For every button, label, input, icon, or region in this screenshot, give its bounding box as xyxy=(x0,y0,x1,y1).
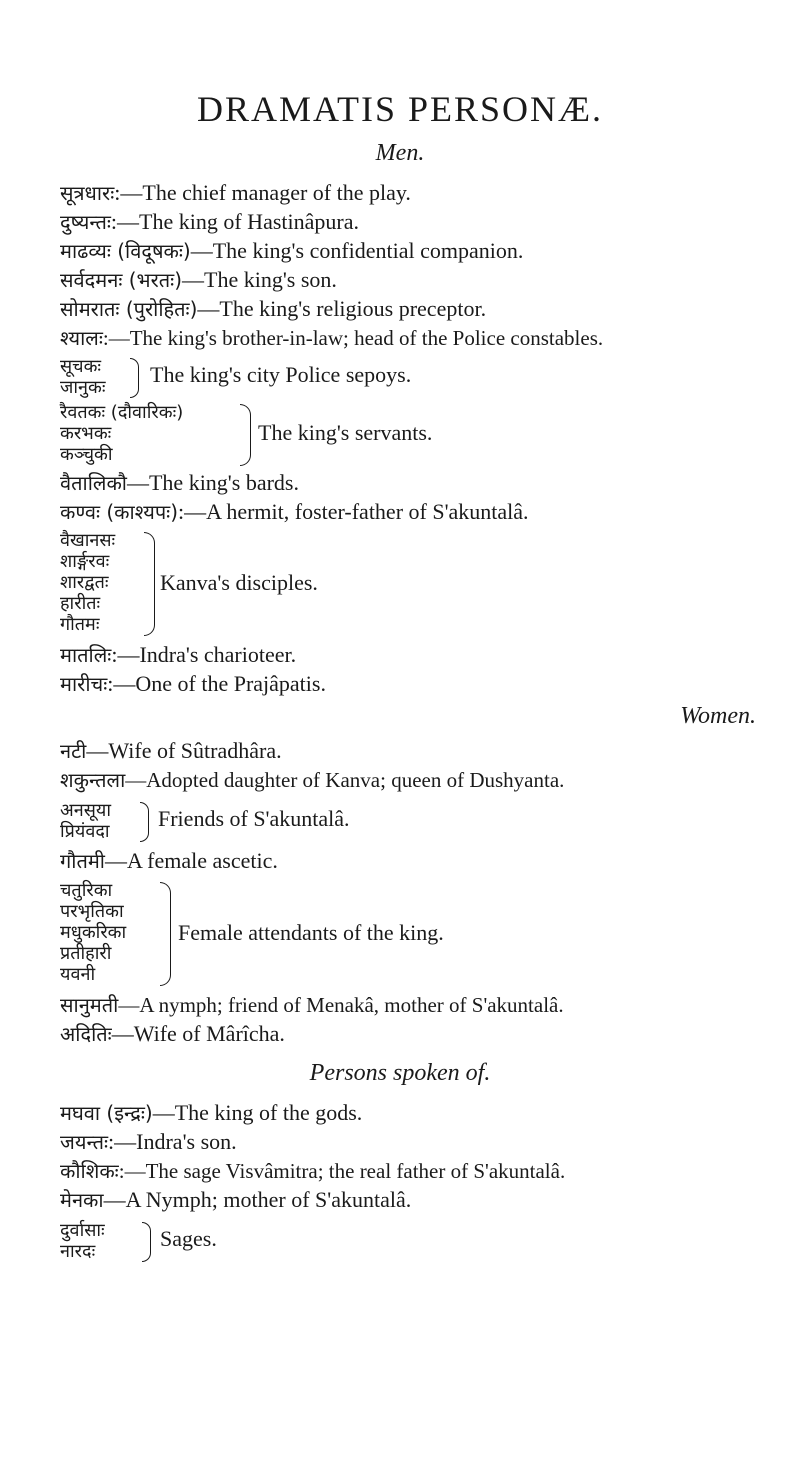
character-description: —Wife of Mârîcha. xyxy=(111,1021,285,1046)
character-entry xyxy=(60,470,299,496)
sanskrit-name: श्यालः xyxy=(60,326,103,350)
brace xyxy=(240,404,251,466)
brace xyxy=(140,802,149,842)
character-entry xyxy=(60,738,282,764)
group-member: सूचकः xyxy=(60,356,102,377)
character-description: —A nymph; friend of Menakâ, mother of S'akuntalâ. xyxy=(118,993,564,1017)
sanskrit-name: कण्वः (काश्यपः) xyxy=(60,500,179,524)
character-entry xyxy=(60,1187,411,1213)
character-description: :—Indra's charioteer. xyxy=(111,642,297,667)
group-member: करभकः xyxy=(60,423,112,444)
sanskrit-name: सूत्रधारः xyxy=(60,181,115,205)
group-member: प्रियंवदा xyxy=(60,821,110,842)
character-description: :—A hermit, foster-father of S'akuntalâ. xyxy=(178,499,529,524)
group-member: अनसूया xyxy=(60,800,112,821)
sanskrit-name: मारीचः xyxy=(60,672,108,696)
sanskrit-name: सोमरातः (पुरोहितः) xyxy=(60,297,198,321)
group-description: Kanva's disciples. xyxy=(160,570,318,595)
brace xyxy=(142,1222,151,1262)
group-member: दुर्वासाः xyxy=(60,1220,105,1241)
character-description: :—One of the Prajâpatis. xyxy=(107,671,326,696)
men-heading: Men. xyxy=(375,140,425,166)
sanskrit-name: मातलिः xyxy=(60,643,112,667)
character-entry xyxy=(60,499,529,525)
group-member: प्रतीहारी xyxy=(60,943,112,964)
character-entry xyxy=(60,767,564,793)
character-entry xyxy=(60,671,326,697)
sanskrit-name: जयन्तः xyxy=(60,1130,109,1154)
character-description: :—The king of Hastinâpura. xyxy=(110,209,359,234)
group-description: The king's city Police sepoys. xyxy=(150,362,412,387)
sanskrit-name: कौशिकः xyxy=(60,1159,119,1183)
sanskrit-name: अदितिः xyxy=(60,1022,112,1046)
character-entry xyxy=(60,848,278,874)
character-entry xyxy=(60,238,523,264)
character-entry xyxy=(60,1021,285,1047)
group-member: चतुरिका xyxy=(60,880,113,901)
group-member: जानुकः xyxy=(60,377,106,398)
character-entry xyxy=(60,992,564,1018)
character-description: —Wife of Sûtradhâra. xyxy=(86,738,282,763)
character-entry xyxy=(60,1100,362,1126)
character-description: —The king's religious preceptor. xyxy=(197,296,487,321)
character-description: —A female ascetic. xyxy=(104,848,278,873)
group-description: Female attendants of the king. xyxy=(178,920,444,945)
sanskrit-name: वैतालिकौ xyxy=(60,471,127,495)
brace xyxy=(130,358,139,398)
sanskrit-name: सर्वदमनः (भरतः) xyxy=(60,268,183,292)
sanskrit-name: सानुमती xyxy=(60,993,119,1017)
group-member: रैवतकः (दौवारिकः) xyxy=(60,402,184,423)
group-member: शार्ङ्गरवः xyxy=(60,551,110,572)
character-entry xyxy=(60,325,603,351)
character-description: :—Indra's son. xyxy=(108,1129,237,1154)
character-entry xyxy=(60,1129,237,1155)
group-description: Friends of S'akuntalâ. xyxy=(158,806,350,831)
sanskrit-name: नटी xyxy=(60,739,87,763)
character-entry xyxy=(60,1158,565,1184)
women-heading: Women. xyxy=(680,703,756,729)
page-title: DRAMATIS PERSONÆ. xyxy=(196,89,604,129)
spoken-heading: Persons spoken of. xyxy=(309,1060,491,1086)
sanskrit-name: मेनका xyxy=(60,1188,104,1212)
character-description: —The king's son. xyxy=(182,267,337,292)
character-description: :—The chief manager of the play. xyxy=(114,180,411,205)
brace xyxy=(160,882,171,986)
brace xyxy=(144,532,155,636)
character-entry xyxy=(60,267,337,293)
group-member: शारद्वतः xyxy=(60,572,109,593)
character-entry xyxy=(60,642,296,668)
group-member: यवनी xyxy=(60,964,96,985)
group-member: वैखानसः xyxy=(60,530,116,551)
group-member: कञ्चुकी xyxy=(60,444,113,465)
sanskrit-name: गौतमी xyxy=(60,849,105,873)
group-member: मधुकरिका xyxy=(60,922,127,943)
character-entry xyxy=(60,180,411,206)
group-member: परभृतिका xyxy=(60,901,124,922)
character-description: —A Nymph; mother of S'akuntalâ. xyxy=(103,1187,412,1212)
character-description: —The king's confidential companion. xyxy=(190,238,524,263)
character-description: —The king of the gods. xyxy=(152,1100,363,1125)
group-member: नारदः xyxy=(60,1241,96,1262)
sanskrit-name: माढव्यः (विदूषकः) xyxy=(60,239,191,263)
sanskrit-name: शकुन्तला xyxy=(60,768,126,792)
character-description: :—The sage Visvâmitra; the real father of S'akuntalâ. xyxy=(118,1159,566,1183)
group-member: हारीतः xyxy=(60,593,101,614)
character-description: —Adopted daughter of Kanva; queen of Dushyanta. xyxy=(125,768,565,792)
sanskrit-name: मघवा (इन्द्रः) xyxy=(60,1101,153,1125)
group-member: गौतमः xyxy=(60,614,100,635)
group-description: Sages. xyxy=(160,1226,217,1251)
character-entry xyxy=(60,209,359,235)
character-entry xyxy=(60,296,486,322)
sanskrit-name: दुष्यन्तः xyxy=(60,210,111,234)
character-description: :—The king's brother-in-law; head of the Police constables. xyxy=(102,326,604,350)
group-description: The king's servants. xyxy=(258,420,433,445)
character-description: —The king's bards. xyxy=(126,470,299,495)
